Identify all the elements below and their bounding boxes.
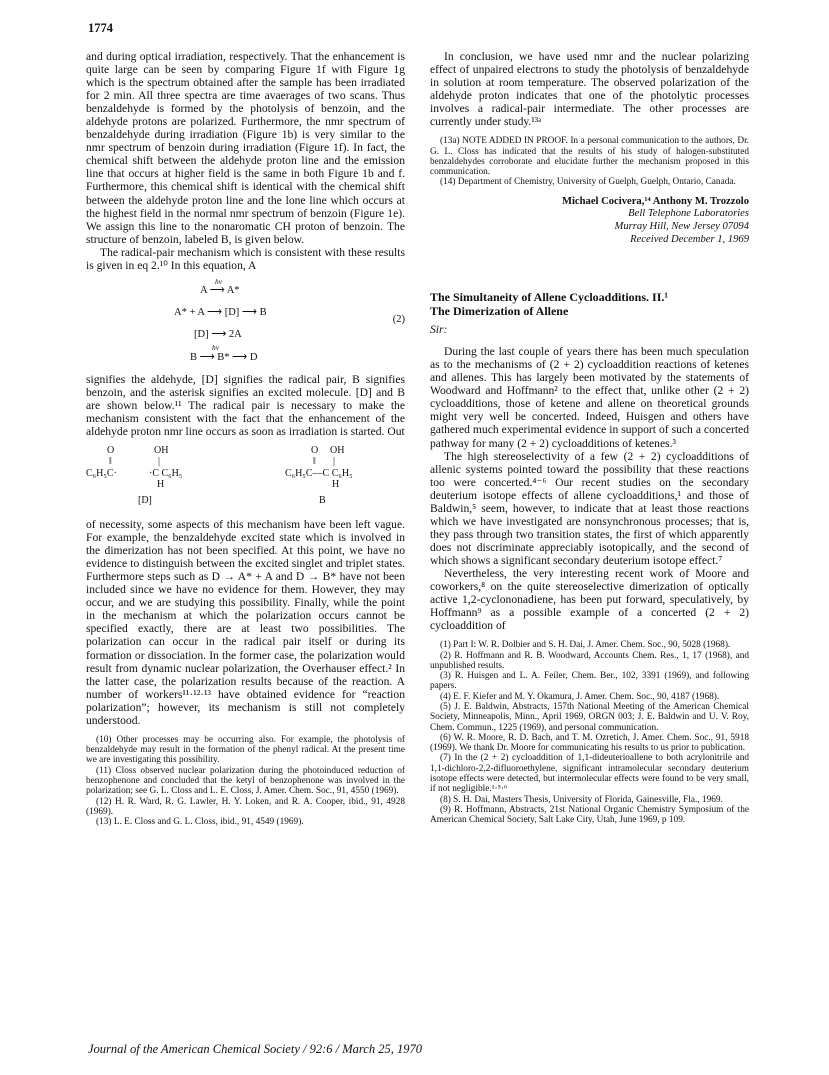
body-paragraph: In conclusion, we have used nmr and the nuclear polarizing effect of unpaired electrons to study the photolysis of benzaldehyde in solution at room temperature. The observed polarization of the aldehyde proton indicates that one of the photolytic processes involves a radical-pair intermediate. The other processes are currently under study.¹³ᵃ	[430, 50, 749, 129]
footnote: (10) Other processes may be occurring also. For example, the photolysis of benzaldehyde may result in the formation of the phenyl radical. At the present time we are investigating this possibility.	[86, 734, 405, 766]
body-paragraph: The high stereoselectivity of a few (2 + 2) cycloadditions of allenic systems pointed toward the possibility that these reactions too were concerted.⁴⁻⁶ Our recent studies on the secondary deuterium isotope effects of allene cycloadditions,¹ and those of Baldwin,⁵ seem, however, to indicate that at least those reactions which we have investigated are nonsynchronous processes; that is, they pass through two transition states, the first of which apparently does not discriminate appreciably isotopically, and the second of which shows a significant secondary deuterium isotope effect.⁷	[430, 449, 749, 567]
author-names: Michael Cocivera,¹⁴ Anthony M. Trozzolo	[561, 195, 749, 207]
bond-mark: |	[333, 456, 336, 468]
footnote: (6) W. R. Moore, R. D. Bach, and T. M. Ozretich, J. Amer. Chem. Soc., 91, 5918 (1969). We thank Dr. Moore for communicating his results to us prior to publication.	[430, 732, 749, 754]
bond-mark: ‖	[313, 456, 316, 468]
footnote: (11) Closs observed nuclear polarization during the photoinduced reduction of benzophenone and concluded that the ketyl of benzophenone was involved in the polarization; see G. L. Closs and L. E. Closs, J. Amer. Chem. Soc., 91, 4550 (1969).	[86, 765, 405, 797]
body-paragraph: of necessity, some aspects of this mechanism have been left vague. For example, the benzaldehyde excited state which is involved in the dimerization has not been specified. At this point, we have no evidence to distinguish between the excited singlet and triplet states. Furthermore steps such as D → A* + A and D → B* have not been included since we have no evidence for them. However, they may occur, and we are studying this possibility. Finally, while the point in the mechanism at which the polarization occurs cannot be specified exactly, there are at least two possibilities. The polarization can occur in the radical pair itself or during its formation or dissociation. In the former case, the polarization would result from dynamic nuclear polarization, the Overhauser effect.² In the latter case, the polarization results because of the reaction. A number of workers¹¹·¹²·¹³ have obtained evidence for “reaction polarization”; however, its mechanism is still not completely understood.	[86, 518, 405, 727]
bond-mark: ‖	[109, 456, 112, 468]
bond-mark: |	[158, 456, 161, 468]
right-column	[430, 50, 749, 826]
title-line: The Simultaneity of Allene Cycloadditions. II.¹	[430, 290, 668, 305]
formula: C₆H₅C—C C₆H₅	[285, 468, 353, 480]
equation-number: (2)	[392, 313, 405, 325]
footnote: (4) E. F. Kiefer and M. Y. Okamura, J. Amer. Chem. Soc., 90, 4187 (1968).	[440, 691, 720, 702]
salutation: Sir:	[430, 323, 448, 337]
title-line: The Dimerization of Allene	[430, 304, 569, 319]
article-title	[430, 290, 749, 318]
reaction-scheme	[86, 277, 405, 367]
chemical-structures	[86, 444, 405, 512]
body-paragraph: Nevertheless, the very interesting recent work of Moore and coworkers,⁸ on the quite stereoselective dimerization of optically active 1,2-cyclononadiene, has been put forward, speculatively, by Hoffmann⁹ as a possible example of a concerted (2 + 2) cycloaddition of	[430, 566, 749, 633]
atom-label: O	[107, 445, 115, 457]
body-paragraph: and during optical irradiation, respectively. That the enhancement is quite large can be seen by comparing Figure 1f with Figure 1g which is the spectrum obtained after the sample has been irradiated for 2 min. All three spectra are time avaerages of two scans. Thus benzaldehyde is formed by the photolysis of benzoin, and the aldehyde protons are polarized. Furthermore, the nmr spectrum of benzaldehyde during irradiation (Figure 1b) is very similar to the nmr spectrum of benzoin during irradiation (Figure 1f). In fact, the chemical shift between the aldehyde proton line and the emission line that occurs at higher field is the same in both Figure 1b and f. Furthermore, this chemical shift is identical with the chemical shift between the aldehyde proton line and the lone line which occurs at the highest field in the normal nmr spectrum of benzoin (Figure 1e). We assign this line to the nonaromatic CH proton of benzoin. The structure of benzoin, labeled B, is given below.	[86, 50, 405, 246]
footnote: (13) L. E. Closs and G. L. Closs, ibid., 91, 4549 (1969).	[96, 817, 304, 828]
atom-label: O	[311, 445, 319, 457]
equation-line: A ⟶ A*	[200, 284, 240, 296]
page-number: 1774	[88, 21, 113, 35]
journal-footer: Journal of the American Chemical Society / 92:6 / March 25, 1970	[88, 1042, 422, 1056]
atom-label: H	[332, 479, 340, 491]
atom-label: OH	[154, 445, 169, 457]
affiliation: Bell Telephone Laboratories	[628, 208, 749, 220]
footnote: (14) Department of Chemistry, University of Guelph, Guelph, Ontario, Canada.	[440, 177, 736, 188]
body-paragraph: During the last couple of years there has been much speculation as to the mechanisms of (2 + 2) cycloaddition reactions of ketenes and allenes. This has largely been motivated by the statements of Woodward and Hoffmann² to the effect that, unlike other (2 + 2) cycloadditions, those of ketene and allene on theoretical grounds might very well be concerted. Indeed, Huisgen and others have gathered much experimental evidence in support of such a concerted pathway for many (2 + 2) cycloadditions of ketenes.³	[430, 345, 749, 450]
equation-line: A* + A ⟶ [D] ⟶ B	[174, 306, 267, 318]
formula: ·C C₆H₅	[149, 468, 183, 480]
footnote: (13a) NOTE ADDED IN PROOF. In a personal communication to the authors, Dr. G. L. Closs has indicated that the results of his study of halogen-substituted benzaldehydes corroborate and elucidate further the mechanism proposed in this communication.	[430, 136, 749, 178]
formula: C₆H₅C·	[86, 468, 117, 480]
footnote: (2) R. Hoffmann and R. B. Woodward, Accounts Chem. Res., 1, 17 (1968), and unpublished results.	[430, 650, 749, 671]
atom-label: OH	[330, 445, 345, 457]
body-paragraph: signifies the aldehyde, [D] signifies the radical pair, B signifies benzoin, and the asterisk signifies an excited molecule. [D] and B are shown below.¹¹ The radical pair is necessary to make the mechanism consistent with the fact that the enhancement of the aldehyde proton nmr line occurs as soon as irradiation is started. Out	[86, 372, 405, 438]
footnote: (3) R. Huisgen and L. A. Feiler, Chem. Ber., 102, 3391 (1969), and following papers.	[430, 671, 749, 692]
footnote: (9) R. Hoffmann, Abstracts, 21st National Organic Chemistry Symposium of the American Chemical Society, Salt Lake City, Utah, June 1969, p 109.	[430, 804, 749, 826]
hv-label: hν	[212, 342, 220, 352]
left-column	[86, 50, 405, 827]
structure-label: [D]	[138, 495, 152, 507]
footnote: (7) In the (2 + 2) cycloaddition of 1,1-dideuterioallene to both acrylonitrile and 1,1-dichloro-2,2-difluoroethylene, significant intramolecular secondary deuterium isotope effects were detected, but intermolecular effects were found to be very small, if not negligible.¹·⁵·⁶	[430, 753, 749, 795]
equation-line: [D] ⟶ 2A	[194, 328, 242, 340]
received-date: Received December 1, 1969	[630, 233, 749, 245]
atom-label: H	[157, 479, 165, 491]
hv-label: hν	[215, 276, 223, 286]
footnote: (5) J. E. Baldwin, Abstracts, 157th National Meeting of the American Chemical Society, Minneapolis, Minn., April 1969, ORGN 003; J. E. Baldwin and U. V. Roy, Chem. Commun., 1225 (1969), and personal communication.	[430, 702, 749, 733]
location: Murray Hill, New Jersey 07094	[614, 220, 749, 232]
footnote: (8) S. H. Dai, Masters Thesis, University of Florida, Gainesville, Fla., 1969.	[440, 794, 723, 805]
equation-line: B ⟶ B* ⟶ D	[190, 351, 258, 363]
footnote: (1) Part I: W. R. Dolbier and S. H. Dai, J. Amer. Chem. Soc., 90, 5028 (1968).	[440, 640, 731, 651]
footnote: (12) H. R. Ward, R. G. Lawler, H. Y. Loken, and R. A. Cooper, ibid., 91, 4928 (1969).	[86, 796, 405, 817]
structure-label: B	[319, 495, 326, 507]
signature-block	[430, 196, 749, 246]
body-paragraph: The radical-pair mechanism which is consistent with these results is given in eq 2.¹⁰ In this equation, A	[86, 245, 405, 272]
